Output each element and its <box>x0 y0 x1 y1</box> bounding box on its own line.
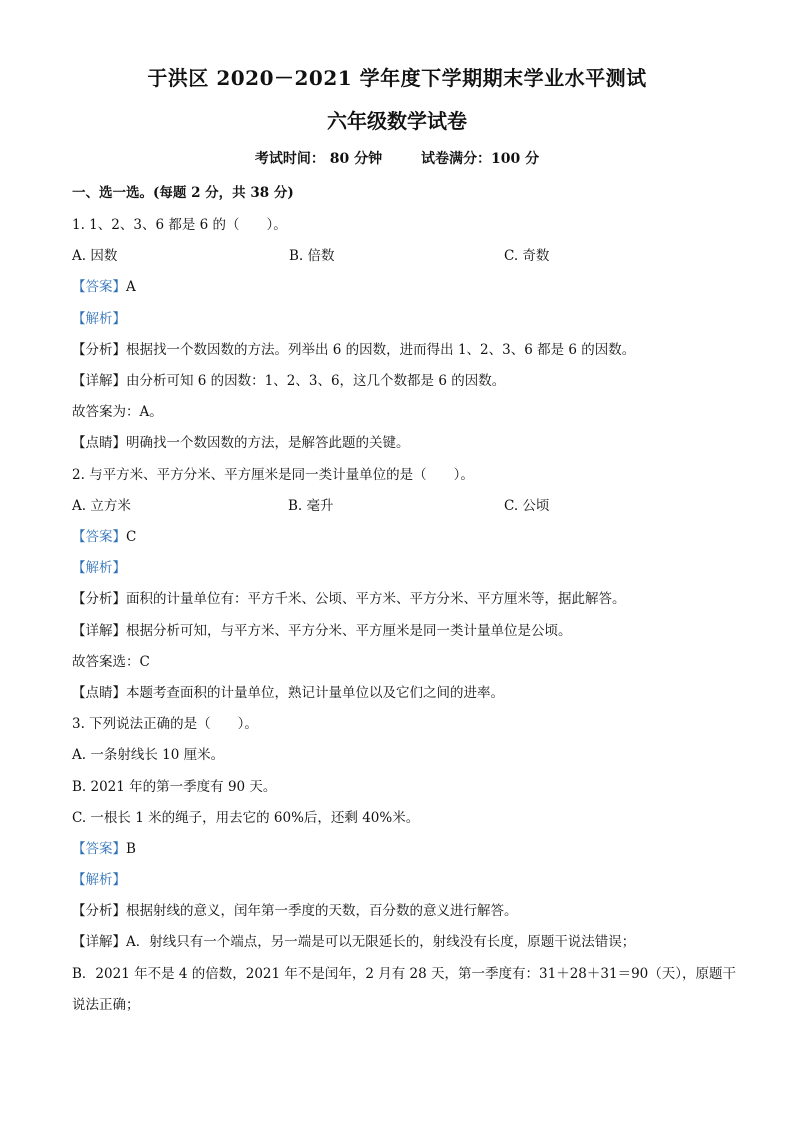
q2-option-a: A. 立方米 <box>72 498 131 514</box>
document-subtitle: 六年级数学试卷 <box>327 109 467 133</box>
q1-dianjing <box>72 431 410 451</box>
dianjing-tag: 【点睛】 <box>72 435 126 451</box>
q3-analysis <box>72 868 126 888</box>
answer-tag: 【答案】 <box>72 841 126 857</box>
q2-xiangjie <box>72 619 572 639</box>
dianjing-text: 本题考查面积的计量单位，熟记计量单位以及它们之间的进率。 <box>126 685 504 701</box>
fenxi-text: 面积的计量单位有：平方千米、公顷、平方米、平方分米、平方厘米等，据此解答。 <box>126 591 626 607</box>
fenxi-tag: 【分析】 <box>72 903 126 919</box>
q1-option-a: A. 因数 <box>72 248 118 264</box>
answer-value: C <box>126 529 137 545</box>
q1-answer <box>72 275 136 295</box>
q3-stem: 3. 下列说法正确的是（ ）。 <box>72 716 258 732</box>
q2-option-b: B. 毫升 <box>288 498 334 514</box>
q1-option-c: C. 奇数 <box>504 248 550 264</box>
q1-analysis <box>72 307 126 327</box>
q2-conclusion: 故答案选：C <box>72 654 150 670</box>
xiangjie-text: 根据分析可知，与平方米、平方分米、平方厘米是同一类计量单位是公顷。 <box>126 623 572 639</box>
q2-answer <box>72 525 136 545</box>
answer-tag: 【答案】 <box>72 279 126 295</box>
fenxi-tag: 【分析】 <box>72 342 126 358</box>
q1-options <box>72 244 549 264</box>
xiangjie-text: A．射线只有一个端点，另一端是可以无限延长的，射线没有长度，原题干说法错误； <box>126 934 636 950</box>
fenxi-tag: 【分析】 <box>72 591 126 607</box>
q3-xiangjie <box>72 930 635 950</box>
q1-xiangjie <box>72 369 505 389</box>
exam-time: 考试时间： 80 分钟 <box>254 151 383 167</box>
q3-option-c: C. 一根长 1 米的绳子，用去它的 60%后，还剩 40%米。 <box>72 810 420 826</box>
q2-analysis <box>72 556 126 576</box>
q1-stem: 1. 1、2、3、6 都是 6 的（ ）。 <box>72 217 287 233</box>
dianjing-tag: 【点睛】 <box>72 685 126 701</box>
xiangjie-text: 由分析可知 6 的因数：1、2、3、6，这几个数都是 6 的因数。 <box>126 373 506 389</box>
fenxi-text: 根据射线的意义，闰年第一季度的天数，百分数的意义进行解答。 <box>126 903 518 919</box>
answer-value: B <box>126 841 136 857</box>
q2-options <box>72 494 549 514</box>
dianjing-text: 明确找一个数因数的方法，是解答此题的关键。 <box>126 435 410 451</box>
q3-detail-b-line1: B．2021 年不是 4 的倍数，2021 年不是闰年，2 月有 28 天，第一季度有：31＋28＋31＝90（天），原题干 <box>72 966 736 982</box>
answer-tag: 【答案】 <box>72 529 126 545</box>
q2-fenxi <box>72 587 626 607</box>
xiangjie-tag: 【详解】 <box>72 934 126 950</box>
document-title: 于洪区 2020－2021 学年度下学期期末学业水平测试 <box>147 66 647 90</box>
xiangjie-tag: 【详解】 <box>72 373 126 389</box>
xiangjie-tag: 【详解】 <box>72 623 126 639</box>
answer-value: A <box>126 279 136 295</box>
q3-detail-b-line2: 说法正确； <box>72 997 140 1013</box>
q2-stem: 2. 与平方米、平方分米、平方厘米是同一类计量单位的是（ ）。 <box>72 467 474 483</box>
q1-fenxi <box>72 338 635 358</box>
q3-answer <box>72 837 136 857</box>
q2-option-c: C. 公顷 <box>504 498 550 514</box>
analysis-tag: 【解析】 <box>72 560 126 576</box>
full-score: 试卷满分：100 分 <box>421 151 540 167</box>
q3-option-b: B. 2021 年的第一季度有 90 天。 <box>72 779 277 795</box>
q1-option-b: B. 倍数 <box>289 248 335 264</box>
q3-fenxi <box>72 899 518 919</box>
q3-option-a: A. 一条射线长 10 厘米。 <box>72 747 225 763</box>
analysis-tag: 【解析】 <box>72 311 126 327</box>
q2-dianjing <box>72 681 504 701</box>
fenxi-text: 根据找一个数因数的方法。列举出 6 的因数，进而得出 1、2、3、6 都是 6 的因数。 <box>126 342 636 358</box>
section-heading: 一、选一选。(每题 2 分，共 38 分) <box>72 185 294 201</box>
analysis-tag: 【解析】 <box>72 872 126 888</box>
exam-meta <box>0 148 794 168</box>
q1-conclusion: 故答案为：A。 <box>72 404 163 420</box>
